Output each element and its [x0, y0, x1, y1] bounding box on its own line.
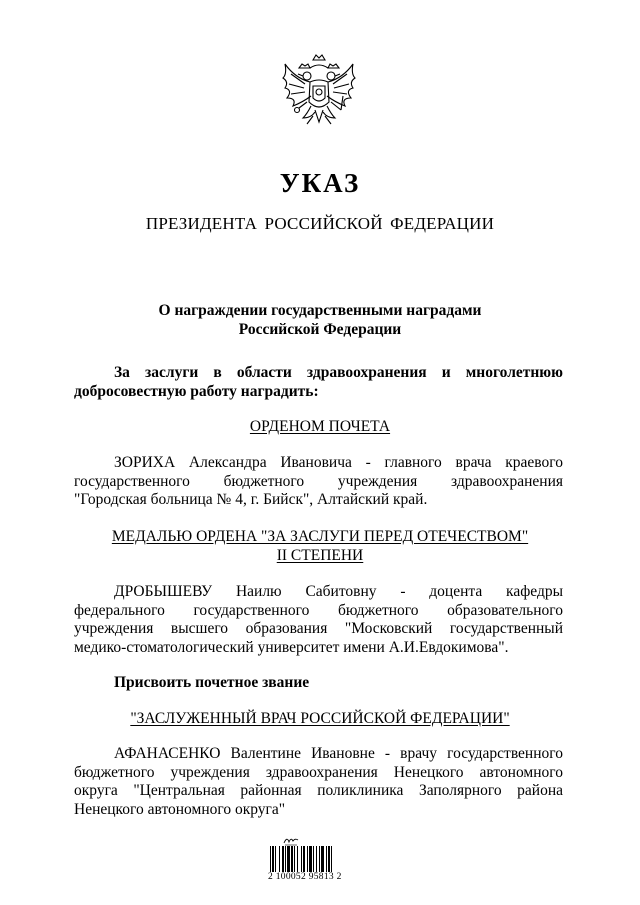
- recipient-line: ДРОБЫШЕВУ Наилю Сабитовну - доцента кафедры: [114, 583, 563, 600]
- award-heading-line: МЕДАЛЬЮ ОРДЕНА "ЗА ЗАСЛУГИ ПЕРЕД ОТЕЧЕСТВОМ": [111, 528, 529, 545]
- recipient-line: медико-стоматологический университет имени А.И.Евдокимова".: [74, 638, 509, 656]
- award-recipient-text: [74, 583, 563, 657]
- honorary-title-heading: [0, 709, 640, 728]
- award-recipient-text: [74, 454, 563, 510]
- recipient-line: ЗОРИХА Александра Ивановича - главного врача краевого: [114, 454, 563, 471]
- recipient-line: государственного бюджетного учреждения здравоохранения: [74, 472, 563, 490]
- award-heading-line: ОРДЕНОМ ПОЧЕТА: [249, 418, 391, 435]
- preamble: [74, 364, 563, 401]
- coat-of-arms-icon: [277, 52, 361, 142]
- award-heading-line: II СТЕПЕНИ: [276, 547, 364, 564]
- document-title: УКАЗ: [279, 168, 361, 198]
- subject-line: Российской Федерации: [238, 321, 402, 338]
- recipient-line: "Городская больница № 4, г. Бийск", Алтайский край.: [74, 491, 428, 508]
- handwritten-mark-icon: [283, 834, 299, 846]
- barcode-number: 2 100052 95813 2: [268, 872, 342, 882]
- preamble-line: За заслуги в области здравоохранения и многолетнюю: [114, 364, 563, 381]
- recipient-line: бюджетного учреждения здравоохранения Ненецкого автономного: [74, 763, 563, 781]
- recipient-line: Ненецкого автономного округа": [74, 800, 286, 818]
- preamble-line: добросовестную работу наградить:: [74, 382, 319, 400]
- recipient-line: федерального государственного бюджетного образовательного: [74, 601, 563, 619]
- barcode-icon: [268, 846, 364, 872]
- assign-title: [74, 674, 563, 693]
- document-subtitle: ПРЕЗИДЕНТА РОССИЙСКОЙ ФЕДЕРАЦИИ: [145, 214, 495, 233]
- assign-title-line: Присвоить почетное звание: [114, 674, 310, 691]
- document-subject: [0, 301, 640, 339]
- subject-line: О награждении государственными наградами: [158, 302, 482, 319]
- award-heading: [0, 527, 640, 565]
- recipient-line: учреждения высшего образования "Московский государственный: [74, 620, 563, 637]
- honorary-title-line: "ЗАСЛУЖЕННЫЙ ВРАЧ РОССИЙСКОЙ ФЕДЕРАЦИИ": [130, 710, 510, 727]
- recipient-line: АФАНАСЕНКО Валентине Ивановне - врачу государственного: [114, 745, 563, 762]
- award-heading: [0, 417, 640, 436]
- recipient-line: округа "Центральная районная поликлиника Заполярного района: [74, 782, 563, 799]
- honorary-recipient-text: [74, 745, 563, 819]
